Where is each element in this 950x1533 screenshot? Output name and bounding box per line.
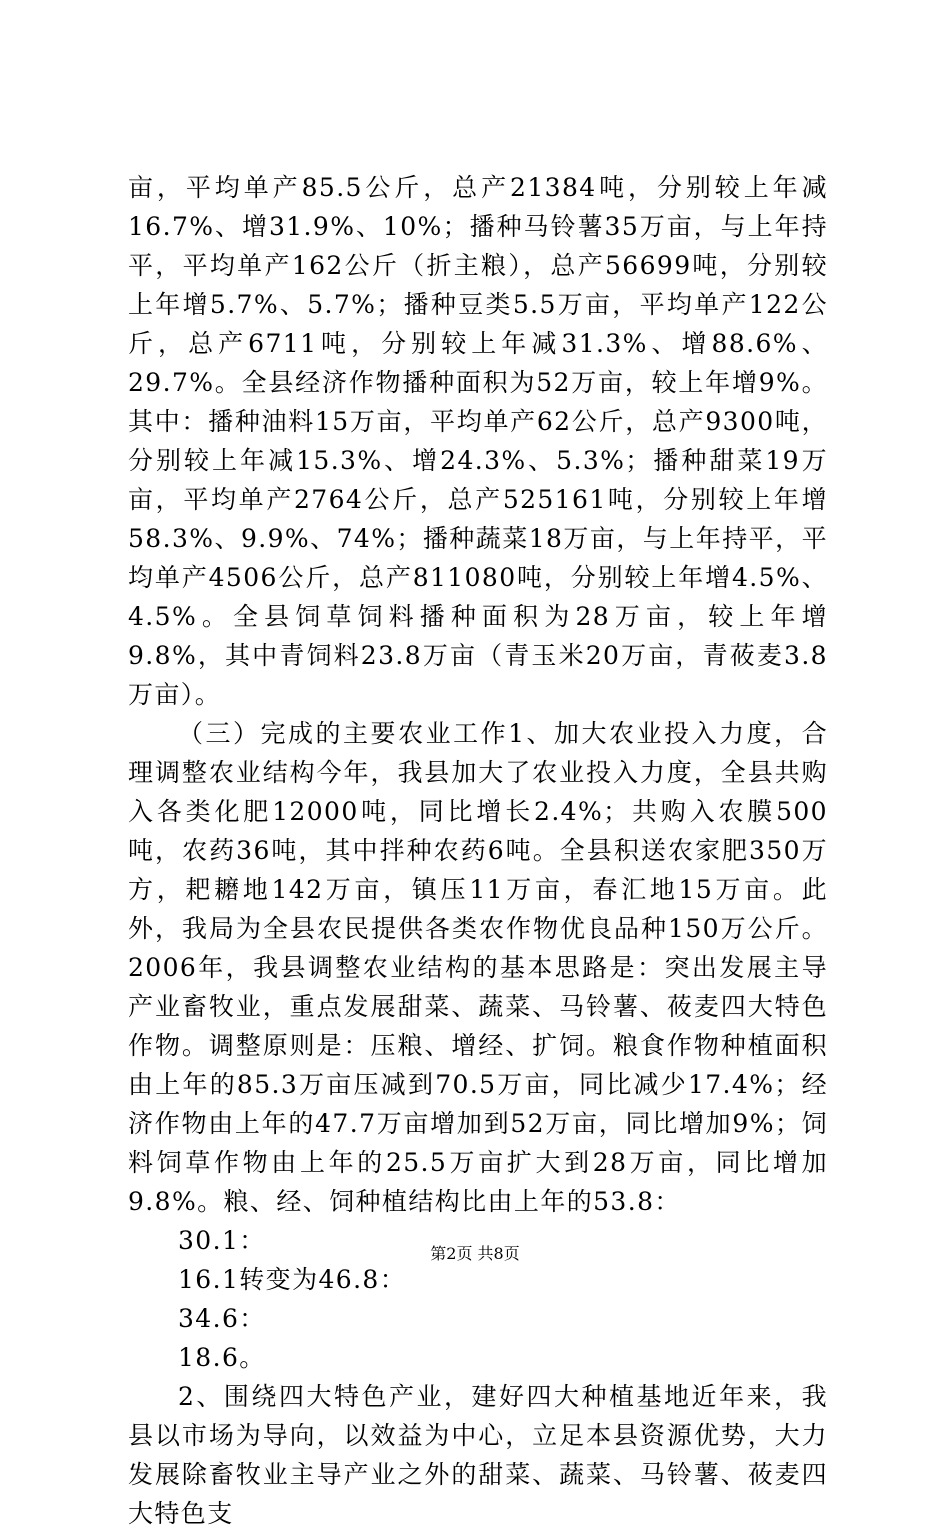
paragraph-ratio-3: 34.6： xyxy=(178,1304,266,1333)
paragraph-agricultural-work: （三）完成的主要农业工作1、加大农业投入力度，合理调整农业结构今年，我县加大了农业投入力度，全县共购入各类化肥12000吨，同比增长2.4%；共购入农膜500吨，农药36吨，其中拌种农药6吨。全县积送农家肥350万方，耙耱地142万亩，镇压11万亩，春汇地15万亩。此外，我局为全县农民提供各类农作物优良品种150万公斤。2006年，我县调整农业结构的基本思路是：突出发展主导产业畜牧业，重点发展甜菜、蔬菜、马铃薯、莜麦四大特色作物。调整原则是：压粮、增经、扩饲。粮食作物种植面积由上年的85.3万亩压减到70.5万亩，同比减少17.4%；经济作物由上年的47.7万亩增加到52万亩，同比增加9%；饲料饲草作物由上年的25.5万亩扩大到28万亩，同比增加9.8%。粮、经、饲种植结构比由上年的53.8： xyxy=(128,719,828,1216)
document-body xyxy=(128,168,828,1533)
paragraph-crop-statistics: 亩，平均单产85.5公斤，总产21384吨，分别较上年减16.7%、增31.9%、10%；播种马铃薯35万亩，与上年持平，平均单产162公斤（折主粮），总产56699吨，分别较上年增5.7%、5.7%；播种豆类5.5万亩，平均单产122公斤，总产6711吨，分别较上年减31.3%、增88.6%、29.7%。全县经济作物播种面积为52万亩，较上年增9%。其中：播种油料15万亩，平均单产62公斤，总产9300吨，分别较上年减15.3%、增24.3%、5.3%；播种甜菜19万亩，平均单产2764公斤，总产525161吨，分别较上年增58.3%、9.9%、74%；播种蔬菜18万亩，与上年持平，平均单产4506公斤，总产811080吨，分别较上年增4.5%、4.5%。全县饲草饲料播种面积为28万亩，较上年增9.8%，其中青饲料23.8万亩（青玉米20万亩，青莜麦3.8万亩）。 xyxy=(128,173,828,709)
paragraph-ratio-2: 16.1转变为46.8： xyxy=(178,1265,407,1294)
paragraph-ratio-4: 18.6。 xyxy=(178,1343,266,1372)
paragraph-ratio-1: 30.1： xyxy=(178,1226,266,1255)
page-footer: 第2页 共8页 xyxy=(430,1244,520,1263)
paragraph-special-industries: 2、围绕四大特色产业，建好四大种植基地近年来，我县以市场为导向，以效益为中心，立足本县资源优势，大力发展除畜牧业主导产业之外的甜菜、蔬菜、马铃薯、莜麦四大特色支 xyxy=(128,1382,828,1528)
